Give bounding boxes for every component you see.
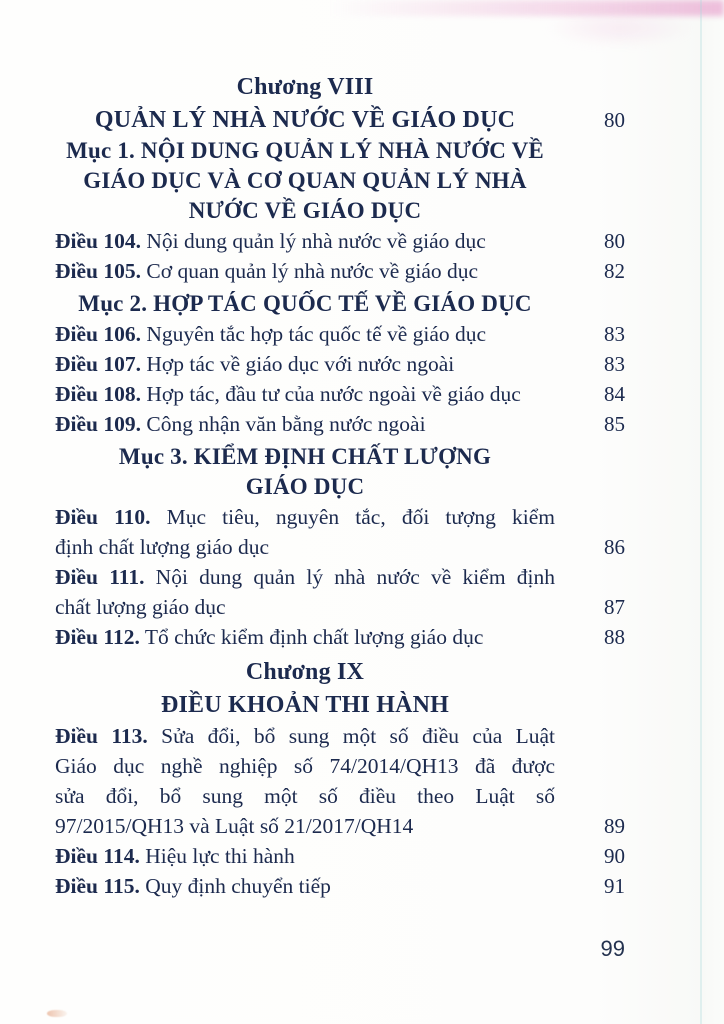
page-number: 99 <box>600 936 625 961</box>
article-entry-continuation: Giáo dục nghề nghiệp số 74/2014/QH13 đã được <box>55 754 555 778</box>
scan-mark-bottom-left <box>47 1010 67 1017</box>
section-heading-line: Mục 3. KIỂM ĐỊNH CHẤT LƯỢNG <box>118 444 492 469</box>
article-entry <box>55 226 555 256</box>
article-entry <box>55 349 555 379</box>
toc-row <box>55 841 625 871</box>
article-number: Điều 113. <box>55 724 148 748</box>
section-heading-line: NƯỚC VỀ GIÁO DỤC <box>188 198 422 223</box>
article-number: Điều 109. <box>55 412 141 436</box>
section-heading-line: Mục 2. HỢP TÁC QUỐC TẾ VỀ GIÁO DỤC <box>78 291 532 316</box>
article-entry <box>55 841 555 871</box>
scan-edge-line <box>700 0 702 1024</box>
article-number: Điều 114. <box>55 844 140 868</box>
page-ref: 84 <box>604 382 625 406</box>
article-title: Sửa đổi, bổ sung một số điều của Luật <box>147 724 555 748</box>
article-title: Cơ quan quản lý nhà nước về giáo dục <box>141 259 479 283</box>
page-ref: 83 <box>604 352 625 376</box>
toc-row <box>55 409 625 439</box>
toc-row <box>55 655 625 689</box>
article-number: Điều 106. <box>55 322 141 346</box>
page-ref: 89 <box>604 814 625 838</box>
article-title: Nội dung quản lý nhà nước về giáo dục <box>141 229 486 253</box>
section-heading <box>55 136 625 226</box>
page-ref: 90 <box>604 844 625 868</box>
article-entry <box>55 721 555 751</box>
toc-row <box>55 562 625 622</box>
toc-row <box>55 349 625 379</box>
page-ref: 88 <box>604 625 625 649</box>
section-heading-line: Mục 1. NỘI DUNG QUẢN LÝ NHÀ NƯỚC VỀ <box>66 138 544 163</box>
article-number: Điều 108. <box>55 382 141 406</box>
article-title: Hiệu lực thi hành <box>139 844 295 868</box>
article-entry <box>55 256 555 286</box>
section-heading-line: GIÁO DỤC VÀ CƠ QUAN QUẢN LÝ NHÀ <box>83 168 527 193</box>
article-entry <box>55 409 555 439</box>
page-ref: 85 <box>604 412 625 436</box>
page-ref: 80 <box>604 108 625 132</box>
article-title: Nguyên tắc hợp tác quốc tế về giáo dục <box>141 322 487 346</box>
article-title: Quy định chuyển tiếp <box>139 874 331 898</box>
page-ref: 83 <box>604 322 625 346</box>
page-ref: 86 <box>604 535 625 559</box>
chapter-heading: Chương VIII <box>236 74 374 100</box>
toc-row <box>55 502 625 562</box>
article-entry <box>55 562 555 592</box>
chapter-heading: Chương IX <box>245 659 365 685</box>
chapter-title: ĐIỀU KHOẢN THI HÀNH <box>160 692 450 718</box>
article-title: Công nhận văn bằng nước ngoài <box>141 412 426 436</box>
article-number: Điều 107. <box>55 352 141 376</box>
article-entry <box>55 871 555 901</box>
toc-row <box>55 70 625 104</box>
article-number: Điều 110. <box>55 505 151 529</box>
chapter-title: QUẢN LÝ NHÀ NƯỚC VỀ GIÁO DỤC <box>94 107 516 133</box>
article-number: Điều 115. <box>55 874 140 898</box>
toc-row <box>55 226 625 256</box>
section-heading-line: GIÁO DỤC <box>245 474 365 499</box>
page-ref: 82 <box>604 259 625 283</box>
toc-row <box>55 319 625 349</box>
article-title: Mục tiêu, nguyên tắc, đối tượng kiểm <box>150 505 555 529</box>
article-title: Tổ chức kiểm định chất lượng giáo dục <box>139 625 484 649</box>
article-title: Nội dung quản lý nhà nước về kiểm định <box>144 565 555 589</box>
toc-row <box>55 104 625 136</box>
article-title: Hợp tác, đầu tư của nước ngoài về giáo dục <box>141 382 521 406</box>
page-ref: 87 <box>604 595 625 619</box>
article-entry <box>55 379 555 409</box>
section-heading <box>55 289 625 319</box>
toc-row <box>55 689 625 721</box>
article-title: Hợp tác về giáo dục với nước ngoài <box>141 352 455 376</box>
scan-smudge <box>544 8 694 48</box>
article-entry <box>55 319 555 349</box>
toc-row <box>55 256 625 286</box>
page-ref: 80 <box>604 229 625 253</box>
article-number: Điều 105. <box>55 259 141 283</box>
toc-row <box>55 871 625 901</box>
article-entry <box>55 502 555 532</box>
article-number: Điều 111. <box>55 565 145 589</box>
toc <box>55 70 625 901</box>
article-number: Điều 112. <box>55 625 140 649</box>
article-number: Điều 104. <box>55 229 141 253</box>
toc-row <box>55 622 625 652</box>
page-ref: 91 <box>604 874 625 898</box>
article-entry-continuation: sửa đổi, bổ sung một số điều theo Luật số <box>55 784 555 808</box>
article-entry-continuation: định chất lượng giáo dục <box>55 535 270 559</box>
article-entry <box>55 622 555 652</box>
toc-row <box>55 379 625 409</box>
article-entry-continuation: 97/2015/QH13 và Luật số 21/2017/QH14 <box>55 814 414 838</box>
section-heading <box>55 442 625 502</box>
article-entry-continuation: chất lượng giáo dục <box>55 595 226 619</box>
toc-row <box>55 721 625 841</box>
